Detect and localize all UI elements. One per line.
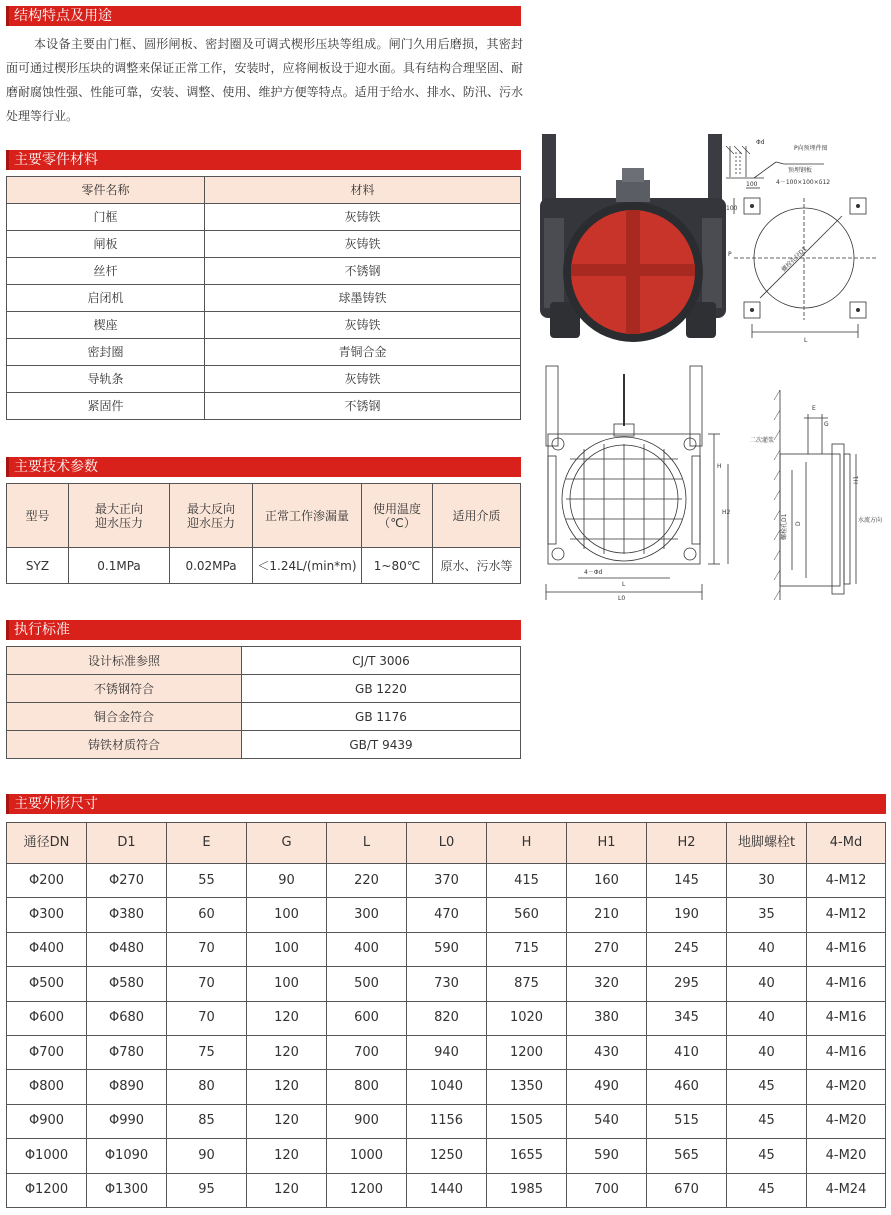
label-secondary-pour: 二次灌浆 <box>750 437 775 444</box>
label-100-vertical: 100 <box>726 205 738 212</box>
label-phi-d: Φd <box>756 139 765 146</box>
dimension-cell: 75 <box>167 1035 247 1069</box>
dimension-cell: 80 <box>167 1070 247 1104</box>
dimension-cell: 85 <box>167 1104 247 1138</box>
column-header: L <box>327 823 407 864</box>
dimension-cell: 345 <box>647 1001 727 1035</box>
dimension-cell: Φ480 <box>87 932 167 966</box>
side-view-drawing <box>748 370 886 610</box>
dimension-cell: Φ680 <box>87 1001 167 1035</box>
table-row <box>7 898 886 932</box>
dimension-cell: 540 <box>567 1104 647 1138</box>
standard-code-cell: GB/T 9439 <box>242 731 521 759</box>
dimension-cell: 295 <box>647 967 727 1001</box>
section-title-materials: 主要零件材料 <box>6 150 521 170</box>
dimension-cell: 45 <box>727 1139 807 1173</box>
dimension-cell: 1655 <box>487 1139 567 1173</box>
dimension-cell: 430 <box>567 1035 647 1069</box>
part-name-cell: 楔座 <box>7 312 205 339</box>
table-row <box>7 703 521 731</box>
table-row <box>7 1001 886 1035</box>
standards-table <box>6 646 521 759</box>
dimension-cell: 515 <box>647 1104 727 1138</box>
param-cell: 原水、污水等 <box>433 548 521 584</box>
label-flow-direction: 水流方向 <box>858 517 883 524</box>
table-row <box>7 258 521 285</box>
column-header: 材料 <box>205 177 521 204</box>
dimension-cell: 600 <box>327 1001 407 1035</box>
dimension-cell: 370 <box>407 864 487 898</box>
standard-label-cell: 设计标准参照 <box>7 647 242 675</box>
dimension-cell: 400 <box>327 932 407 966</box>
dimension-cell: 70 <box>167 932 247 966</box>
param-cell: 0.02MPa <box>170 548 253 584</box>
label-h2: H2 <box>722 509 731 516</box>
dimension-cell: 120 <box>247 1173 327 1207</box>
table-row <box>7 548 521 584</box>
dimension-cell: 220 <box>327 864 407 898</box>
dimension-cell: 1505 <box>487 1104 567 1138</box>
dimension-cell: 300 <box>327 898 407 932</box>
part-name-cell: 丝杆 <box>7 258 205 285</box>
standard-code-cell: CJ/T 3006 <box>242 647 521 675</box>
dimension-cell: Φ580 <box>87 967 167 1001</box>
dimension-cell: 410 <box>647 1035 727 1069</box>
dimension-cell: 1985 <box>487 1173 567 1207</box>
standard-label-cell: 不锈钢符合 <box>7 675 242 703</box>
intro-paragraph: 本设备主要由门框、圆形闸板、密封圈及可调式楔形压块等组成。闸门久用后磨损，其密封面可通过楔形压块的调整来保证正常工作，安装时，应将闸板设于迎水面。具有结构合理坚固、耐磨耐腐蚀性强、性能可靠，安装、调整、使用、维护方便等特点。适用于给水、排水、防汛、污水处理等行业。 <box>6 37 523 123</box>
material-cell: 灰铸铁 <box>205 366 521 393</box>
label-h: H <box>717 463 722 470</box>
top-view-drawing <box>724 132 886 347</box>
label-embedded-plate: 预埋钢板 <box>788 167 813 174</box>
label-l-front: L <box>622 581 626 588</box>
table-row <box>7 731 521 759</box>
dimension-cell: Φ780 <box>87 1035 167 1069</box>
dimension-cell: Φ1200 <box>7 1173 87 1207</box>
dimension-cell: 4-M20 <box>807 1070 886 1104</box>
dimension-cell: 875 <box>487 967 567 1001</box>
dimension-cell: 45 <box>727 1173 807 1207</box>
dimension-cell: Φ500 <box>7 967 87 1001</box>
dimension-cell: 40 <box>727 967 807 1001</box>
dimension-cell: 715 <box>487 932 567 966</box>
label-100-horizontal: 100 <box>746 181 758 188</box>
column-header: 地脚螺栓t <box>727 823 807 864</box>
part-name-cell: 门框 <box>7 204 205 231</box>
dimension-cell: Φ300 <box>7 898 87 932</box>
part-name-cell: 密封圈 <box>7 339 205 366</box>
dimension-cell: 4-M16 <box>807 1001 886 1035</box>
table-row <box>7 1104 886 1138</box>
dimension-cell: 4-M20 <box>807 1139 886 1173</box>
params-table <box>6 483 521 584</box>
dimension-cell: 1200 <box>327 1173 407 1207</box>
material-cell: 不锈钢 <box>205 258 521 285</box>
column-header: 零件名称 <box>7 177 205 204</box>
label-4-phi-d: 4－Φd <box>584 569 603 576</box>
dimension-cell: 40 <box>727 1035 807 1069</box>
column-header: H1 <box>567 823 647 864</box>
part-name-cell: 紧固件 <box>7 393 205 420</box>
dimension-cell: 4-M12 <box>807 898 886 932</box>
dimension-cell: 4-M16 <box>807 967 886 1001</box>
dimension-cell: 4-M16 <box>807 932 886 966</box>
column-header: 通径DN <box>7 823 87 864</box>
dimension-cell: 1040 <box>407 1070 487 1104</box>
column-header: D1 <box>87 823 167 864</box>
dimension-cell: 1350 <box>487 1070 567 1104</box>
dimension-cell: 1250 <box>407 1139 487 1173</box>
section-title-dims: 主要外形尺寸 <box>6 794 886 814</box>
dimension-cell: 470 <box>407 898 487 932</box>
dimension-cell: 55 <box>167 864 247 898</box>
dimension-cell: Φ400 <box>7 932 87 966</box>
dimension-cell: 490 <box>567 1070 647 1104</box>
dimension-cell: 460 <box>647 1070 727 1104</box>
dimension-cell: 270 <box>567 932 647 966</box>
label-h1: H1 <box>853 475 860 484</box>
materials-table <box>6 176 521 420</box>
table-row <box>7 967 886 1001</box>
label-g: G <box>824 421 829 428</box>
dimension-cell: 160 <box>567 864 647 898</box>
label-d: D <box>795 521 802 526</box>
dimension-cell: 820 <box>407 1001 487 1035</box>
dimension-cell: 90 <box>167 1139 247 1173</box>
gate-disc <box>563 202 703 342</box>
dimensions-table <box>6 822 886 1208</box>
dimension-cell: 1156 <box>407 1104 487 1138</box>
dimension-cell: 730 <box>407 967 487 1001</box>
dimension-cell: Φ890 <box>87 1070 167 1104</box>
dimension-cell: 120 <box>247 1139 327 1173</box>
dimension-cell: 1200 <box>487 1035 567 1069</box>
table-row <box>7 285 521 312</box>
dimension-cell: 415 <box>487 864 567 898</box>
table-row <box>7 1173 886 1207</box>
dimension-cell: Φ800 <box>7 1070 87 1104</box>
standard-code-cell: GB 1220 <box>242 675 521 703</box>
column-header: 4-Md <box>807 823 886 864</box>
column-header: G <box>247 823 327 864</box>
product-photo <box>538 132 728 344</box>
dimension-cell: 70 <box>167 967 247 1001</box>
dimension-cell: 4-M24 <box>807 1173 886 1207</box>
part-name-cell: 闸板 <box>7 231 205 258</box>
dimension-cell: 940 <box>407 1035 487 1069</box>
table-row <box>7 647 521 675</box>
dimension-cell: 1020 <box>487 1001 567 1035</box>
table-row <box>7 864 886 898</box>
column-header: 最大正向 迎水压力 <box>69 484 170 548</box>
table-row <box>7 204 521 231</box>
dimension-cell: 320 <box>567 967 647 1001</box>
column-header: 型号 <box>7 484 69 548</box>
table-row <box>7 312 521 339</box>
dimension-cell: 30 <box>727 864 807 898</box>
dimension-cell: 190 <box>647 898 727 932</box>
label-p: P <box>728 251 732 258</box>
label-e: E <box>812 405 816 412</box>
dimension-cell: Φ900 <box>7 1104 87 1138</box>
dimension-cell: 380 <box>567 1001 647 1035</box>
dimension-cell: 210 <box>567 898 647 932</box>
dimension-cell: 900 <box>327 1104 407 1138</box>
section-title-params: 主要技术参数 <box>6 457 521 477</box>
column-header: H <box>487 823 567 864</box>
part-name-cell: 导轨条 <box>7 366 205 393</box>
param-cell: 0.1MPa <box>69 548 170 584</box>
label-plate-size: 4－100×100×δ12 <box>776 179 831 186</box>
dimension-cell: 35 <box>727 898 807 932</box>
column-header: 适用介质 <box>433 484 521 548</box>
dimension-cell: 120 <box>247 1035 327 1069</box>
front-view-drawing <box>538 364 738 604</box>
dimension-cell: 120 <box>247 1070 327 1104</box>
dimension-cell: 100 <box>247 898 327 932</box>
dimension-cell: 95 <box>167 1173 247 1207</box>
material-cell: 灰铸铁 <box>205 312 521 339</box>
dimension-cell: 45 <box>727 1104 807 1138</box>
dimension-cell: 700 <box>567 1173 647 1207</box>
material-cell: 不锈钢 <box>205 393 521 420</box>
param-cell: ＜1.24L/(min*m) <box>253 548 362 584</box>
table-row <box>7 932 886 966</box>
table-row <box>7 231 521 258</box>
column-header: 使用温度 （℃） <box>362 484 433 548</box>
dimension-cell: Φ600 <box>7 1001 87 1035</box>
dimension-cell: 560 <box>487 898 567 932</box>
table-row <box>7 339 521 366</box>
dimension-cell: Φ380 <box>87 898 167 932</box>
dimension-cell: 4-M12 <box>807 864 886 898</box>
column-header: L0 <box>407 823 487 864</box>
dimension-cell: 90 <box>247 864 327 898</box>
dimension-cell: 565 <box>647 1139 727 1173</box>
standard-label-cell: 铜合金符合 <box>7 703 242 731</box>
standard-label-cell: 铸铁材质符合 <box>7 731 242 759</box>
label-bolt-circle: 螺栓孔径D1 <box>780 245 809 274</box>
column-header: H2 <box>647 823 727 864</box>
dimension-cell: 1440 <box>407 1173 487 1207</box>
dimension-cell: 40 <box>727 932 807 966</box>
table-row <box>7 1070 886 1104</box>
table-row <box>7 1139 886 1173</box>
dimension-cell: 40 <box>727 1001 807 1035</box>
dimension-cell: Φ990 <box>87 1104 167 1138</box>
dimension-cell: 100 <box>247 967 327 1001</box>
column-header: E <box>167 823 247 864</box>
dimension-cell: 145 <box>647 864 727 898</box>
part-name-cell: 启闭机 <box>7 285 205 312</box>
material-cell: 球墨铸铁 <box>205 285 521 312</box>
dimension-cell: 500 <box>327 967 407 1001</box>
dimension-cell: 4-M16 <box>807 1035 886 1069</box>
label-l0: L0 <box>618 595 626 602</box>
section-title-standards: 执行标准 <box>6 620 521 640</box>
standard-code-cell: GB 1176 <box>242 703 521 731</box>
param-cell: 1~80℃ <box>362 548 433 584</box>
dimension-cell: Φ270 <box>87 864 167 898</box>
dimension-cell: 590 <box>567 1139 647 1173</box>
column-header: 最大反向 迎水压力 <box>170 484 253 548</box>
table-row <box>7 393 521 420</box>
table-row <box>7 1035 886 1069</box>
dimension-cell: Φ200 <box>7 864 87 898</box>
label-p-view: P向预埋件图 <box>794 145 828 152</box>
material-cell: 灰铸铁 <box>205 204 521 231</box>
param-cell: SYZ <box>7 548 69 584</box>
dimension-cell: 100 <box>247 932 327 966</box>
label-bolt-hole-d1: 螺栓孔D1 <box>781 513 788 540</box>
dimension-cell: 70 <box>167 1001 247 1035</box>
material-cell: 青铜合金 <box>205 339 521 366</box>
dimension-cell: 245 <box>647 932 727 966</box>
dimension-cell: Φ1090 <box>87 1139 167 1173</box>
label-l-top: L <box>804 337 808 344</box>
dimension-cell: 590 <box>407 932 487 966</box>
dimension-cell: 4-M20 <box>807 1104 886 1138</box>
dimension-cell: 1000 <box>327 1139 407 1173</box>
column-header: 正常工作渗漏量 <box>253 484 362 548</box>
dimension-cell: 45 <box>727 1070 807 1104</box>
dimension-cell: 700 <box>327 1035 407 1069</box>
section-title-features: 结构特点及用途 <box>6 6 521 26</box>
dimension-cell: 120 <box>247 1104 327 1138</box>
dimension-cell: Φ1000 <box>7 1139 87 1173</box>
dimension-cell: 800 <box>327 1070 407 1104</box>
dimension-cell: Φ1300 <box>87 1173 167 1207</box>
dimension-cell: 120 <box>247 1001 327 1035</box>
dimension-cell: 60 <box>167 898 247 932</box>
table-row <box>7 366 521 393</box>
material-cell: 灰铸铁 <box>205 231 521 258</box>
dimension-cell: 670 <box>647 1173 727 1207</box>
table-row <box>7 675 521 703</box>
dimension-cell: Φ700 <box>7 1035 87 1069</box>
